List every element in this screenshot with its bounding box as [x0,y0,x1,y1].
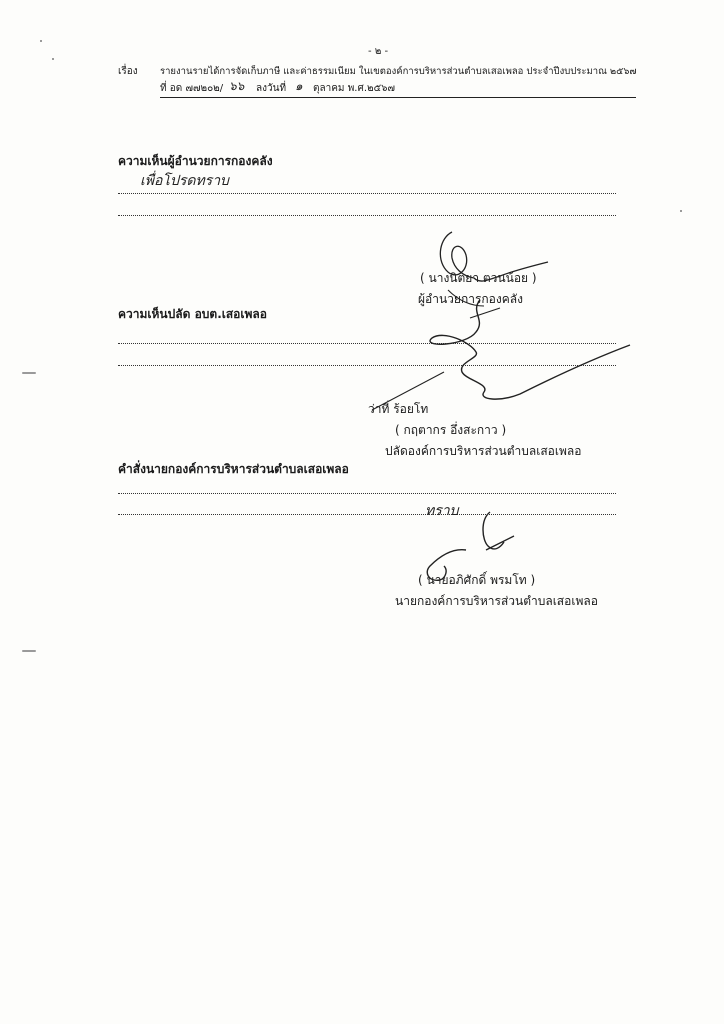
mayor-heading: คำสั่งนายกองค์การบริหารส่วนตำบลเสอเพลอ [118,462,349,476]
mayor-signer-title: นายกองค์การบริหารส่วนตำบลเสอเพลอ [395,594,598,608]
finance-signer-name: ( นางนิตยา ตวนน้อย ) [420,271,537,285]
mayor-signer-name: ( นายอภิศักดิ์ พรมโท ) [418,573,536,587]
dotted-line [118,493,616,494]
scan-mark [22,650,36,652]
reference-handwritten-number: ๖๖ [229,79,245,93]
dotted-line [118,343,616,344]
dotted-line [118,365,616,366]
reference-number-label: ที่ อด ๗๗๒๐๒/ [160,83,224,94]
finance-director-heading: ความเห็นผู้อำนวยการกองคลัง [118,154,273,168]
header-rule [160,97,636,98]
date-rest: ตุลาคม พ.ศ.๒๕๖๗ [313,83,396,94]
page-number: - ๒ - [368,46,389,57]
finance-handwritten-note: เพื่อโปรดทราบ [140,173,229,189]
subject-text: รายงานรายได้การจัดเก็บภาษี และค่าธรรมเนียม ในเขตองค์การบริหารส่วนตำบลเสอเพลอ ประจำปีงบประมาณ ๒๕๖๗ [160,66,637,77]
scan-mark [52,58,54,60]
dotted-line [118,193,616,194]
clerk-heading: ความเห็นปลัด อบต.เสอเพลอ [118,307,267,321]
date-label: ลงวันที่ [256,83,287,94]
finance-signer-title: ผู้อำนวยการกองคลัง [418,292,523,306]
clerk-signer-title: ปลัดองค์การบริหารส่วนตำบลเสอเพลอ [385,444,582,458]
dotted-line [118,215,616,216]
subject-label: เรื่อง [118,66,138,77]
date-handwritten-day: ๑ [295,79,303,93]
clerk-signature [430,300,630,399]
clerk-acting-line: ว่าที่ ร้อยโท [368,402,429,416]
dotted-line [118,514,616,515]
mayor-handwritten-note: ทราบ [425,503,459,519]
clerk-signer-name: ( กฤตากร อึ่งสะกาว ) [395,423,507,437]
scan-mark [40,40,42,42]
scan-mark [680,210,682,212]
scan-mark [22,372,36,374]
